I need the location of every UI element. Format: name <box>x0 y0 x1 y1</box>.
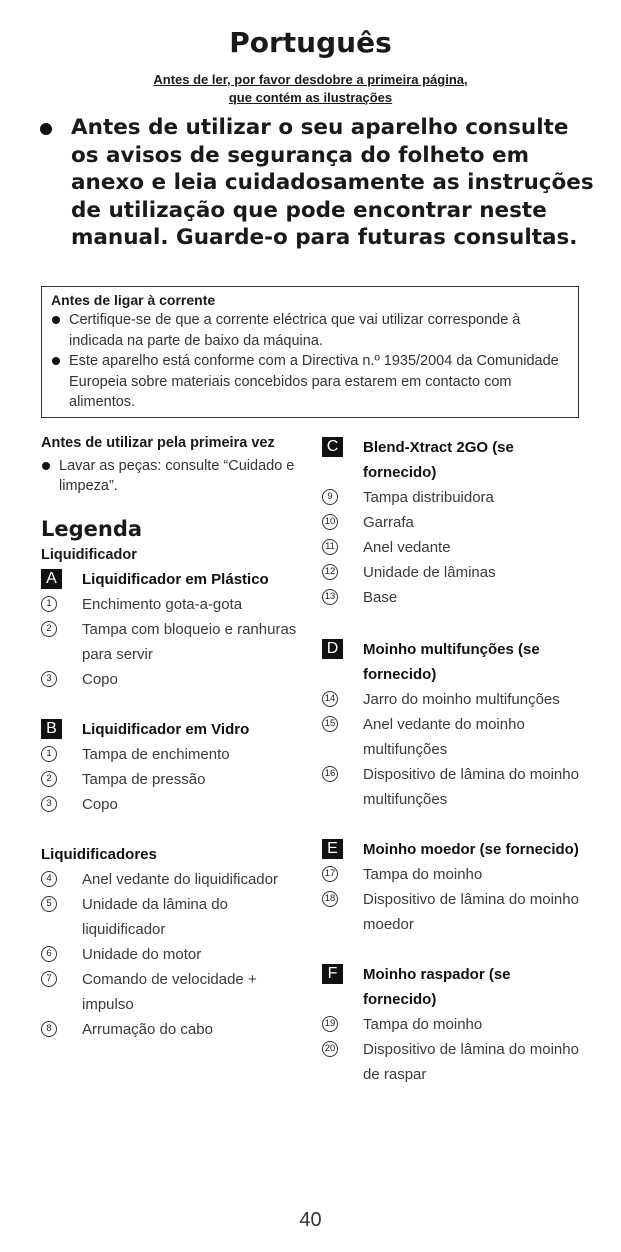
subtitle-line-2: que contém as ilustrações <box>228 90 393 105</box>
list-item <box>322 1037 580 1087</box>
item-label: Anel vedante do liquidificador <box>82 871 278 888</box>
item-number-icon: 15 <box>322 716 338 732</box>
section-a <box>41 567 299 692</box>
item-number-icon: 5 <box>41 896 57 912</box>
section-letter-badge: C <box>322 437 343 457</box>
item-label: Anel vedante <box>363 539 451 556</box>
item-number-icon: 16 <box>322 766 338 782</box>
list-item <box>41 617 299 667</box>
item-label: Tampa de enchimento <box>82 746 230 763</box>
list-item <box>322 1012 580 1037</box>
bullet-icon <box>40 123 52 135</box>
item-label: Enchimento gota-a-gota <box>82 596 243 613</box>
item-label: Copo <box>82 796 118 813</box>
item-label: Tampa de pressão <box>82 771 206 788</box>
power-box-title: Antes de ligar à corrente <box>51 292 216 308</box>
section-f-title: Moinho raspador (se fornecido) <box>363 966 511 1008</box>
item-label: Copo <box>82 671 118 688</box>
item-number-icon: 6 <box>41 946 57 962</box>
item-number-icon: 7 <box>41 971 57 987</box>
list-item <box>41 767 299 792</box>
item-number-icon: 10 <box>322 514 338 530</box>
section-d-title: Moinho multifunções (se fornecido) <box>363 641 540 683</box>
item-label: Tampa com bloqueio e ranhuras para servir <box>82 621 297 663</box>
item-number-icon: 11 <box>322 539 338 555</box>
item-number-icon: 2 <box>41 771 57 787</box>
item-label: Garrafa <box>363 514 414 531</box>
section-c <box>322 435 580 610</box>
list-item <box>41 667 299 692</box>
item-label: Arrumação do cabo <box>82 1021 213 1038</box>
item-number-icon: 13 <box>322 589 338 605</box>
section-e-title: Moinho moedor (se fornecido) <box>363 841 579 858</box>
section-d-header <box>322 637 580 687</box>
liquidificador-heading: Liquidificador <box>41 546 137 563</box>
item-label: Dispositivo de lâmina do moinho de raspar <box>363 1041 579 1083</box>
page-number: 40 <box>299 1209 322 1231</box>
item-number-icon: 17 <box>322 866 338 882</box>
item-label: Tampa do moinho <box>363 866 483 883</box>
liquidificadores-section <box>41 842 299 1042</box>
section-letter-badge: D <box>322 639 343 659</box>
list-item <box>41 892 299 942</box>
list-item <box>322 762 580 812</box>
item-label: Tampa do moinho <box>363 1016 483 1033</box>
item-label: Comando de velocidade + impulso <box>82 971 257 1013</box>
list-item <box>322 560 580 585</box>
list-item <box>322 535 580 560</box>
right-column <box>322 435 580 1087</box>
section-e <box>322 837 580 937</box>
list-item <box>322 485 580 510</box>
section-f <box>322 962 580 1087</box>
list-item <box>41 792 299 817</box>
item-number-icon: 12 <box>322 564 338 580</box>
section-f-header <box>322 962 580 1012</box>
list-item <box>41 867 299 892</box>
section-a-title: Liquidificador em Plástico <box>82 571 269 588</box>
section-c-title: Blend-Xtract 2GO (se fornecido) <box>363 439 514 481</box>
item-label: Dispositivo de lâmina do moinho moedor <box>363 891 579 933</box>
page-title: Português <box>229 26 392 59</box>
list-item <box>41 942 299 967</box>
item-label: Jarro do moinho multifunções <box>363 691 560 708</box>
item-number-icon: 2 <box>41 621 57 637</box>
list-item <box>41 967 299 1017</box>
power-warning-box <box>41 286 579 418</box>
legend-title: Legenda <box>41 516 143 541</box>
section-letter-badge: E <box>322 839 343 859</box>
list-item <box>322 585 580 610</box>
item-number-icon: 3 <box>41 671 57 687</box>
item-number-icon: 9 <box>322 489 338 505</box>
section-letter-badge: F <box>322 964 343 984</box>
power-bullet: Este aparelho está conforme com a Directiva n.º 1935/2004 da Comunidade Europeia sobre materiais concebidos para estarem em contacto com alimentos. <box>51 351 569 413</box>
power-bullet: Certifique-se de que a corrente eléctrica que vai utilizar corresponde à indicada na parte de baixo da máquina. <box>51 310 569 351</box>
first-use-bullet: Lavar as peças: consulte “Cuidado e limpeza”. <box>41 456 299 497</box>
item-number-icon: 1 <box>41 596 57 612</box>
item-label: Tampa distribuidora <box>363 489 494 506</box>
section-c-header <box>322 435 580 485</box>
first-use-title: Antes de utilizar pela primeira vez <box>41 435 275 451</box>
item-number-icon: 18 <box>322 891 338 907</box>
left-column <box>41 433 299 1042</box>
item-number-icon: 20 <box>322 1041 338 1057</box>
item-number-icon: 8 <box>41 1021 57 1037</box>
item-label: Base <box>363 589 398 606</box>
page-subtitle <box>0 71 621 107</box>
item-label: Unidade de lâminas <box>363 564 496 581</box>
item-number-icon: 14 <box>322 691 338 707</box>
section-a-header <box>41 567 299 592</box>
section-b-header <box>41 717 299 742</box>
item-label: Anel vedante do moinho multifunções <box>363 716 525 758</box>
item-number-icon: 3 <box>41 796 57 812</box>
item-number-icon: 19 <box>322 1016 338 1032</box>
list-item <box>322 862 580 887</box>
list-item <box>322 887 580 937</box>
section-letter-badge: B <box>41 719 62 739</box>
list-item <box>41 1017 299 1042</box>
item-label: Unidade da lâmina do liquidificador <box>82 896 228 938</box>
list-item <box>41 592 299 617</box>
item-label: Unidade do motor <box>82 946 202 963</box>
section-letter-badge: A <box>41 569 62 589</box>
intro-text: Antes de utilizar o seu aparelho consulte os avisos de segurança do folheto em anexo e leia cuidadosamente as instruções de utilização que pode encontrar neste manual. Guarde-o para futuras consultas. <box>71 115 594 250</box>
list-item <box>322 712 580 762</box>
item-number-icon: 1 <box>41 746 57 762</box>
subtitle-line-1: Antes de ler, por favor desdobre a primeira página, <box>153 72 468 87</box>
item-number-icon: 4 <box>41 871 57 887</box>
section-d <box>322 637 580 812</box>
intro-notice <box>40 114 600 252</box>
section-e-header <box>322 837 580 862</box>
list-item <box>322 510 580 535</box>
liquidificadores-title: Liquidificadores <box>41 846 157 863</box>
list-item <box>322 687 580 712</box>
section-b-title: Liquidificador em Vidro <box>82 721 250 738</box>
item-label: Dispositivo de lâmina do moinho multifunções <box>363 766 579 808</box>
list-item <box>41 742 299 767</box>
section-b <box>41 717 299 817</box>
